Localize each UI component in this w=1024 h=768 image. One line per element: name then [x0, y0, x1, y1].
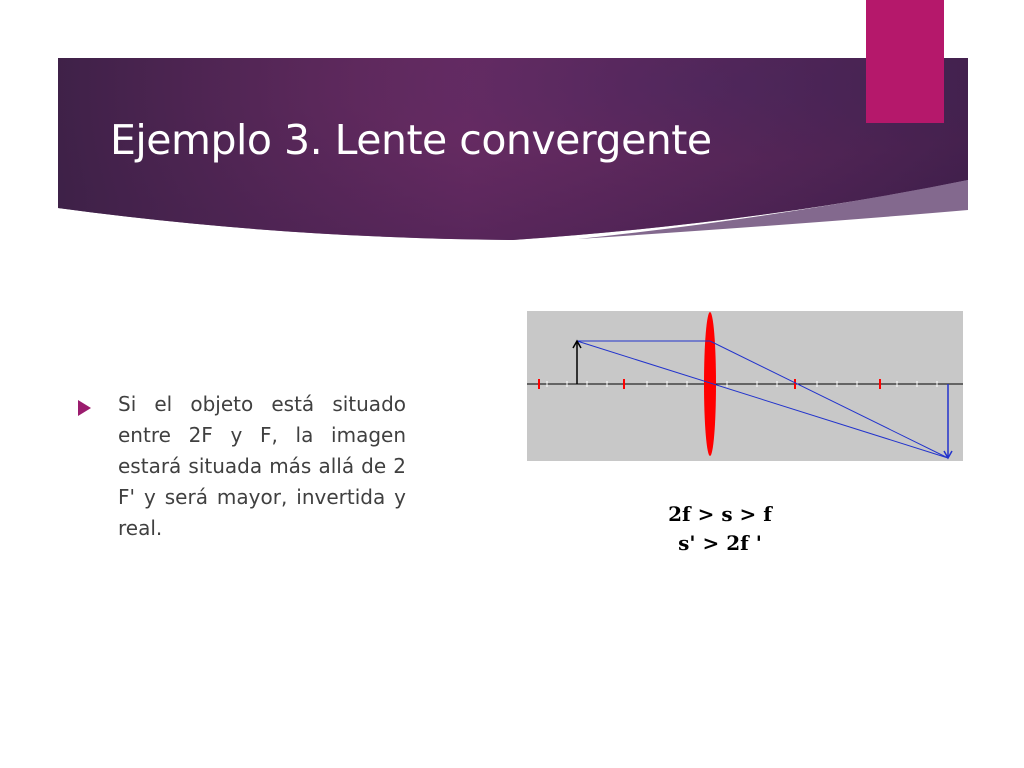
lens-ray-diagram [527, 311, 963, 461]
diagram-background [527, 311, 963, 461]
formula-line-1: 2f > s > f [668, 502, 772, 526]
accent-tab [866, 0, 944, 123]
bullet-text: Si el objeto está situado entre 2F y F, la imagen estará situada más allá de 2 F' y será mayor, invertida y real. [118, 392, 406, 540]
formula [640, 500, 800, 558]
slide-title: Ejemplo 3. Lente convergente [110, 116, 712, 164]
formula-line-2: s' > 2f ' [678, 531, 762, 555]
right-triangle-bullet-icon [78, 400, 91, 416]
